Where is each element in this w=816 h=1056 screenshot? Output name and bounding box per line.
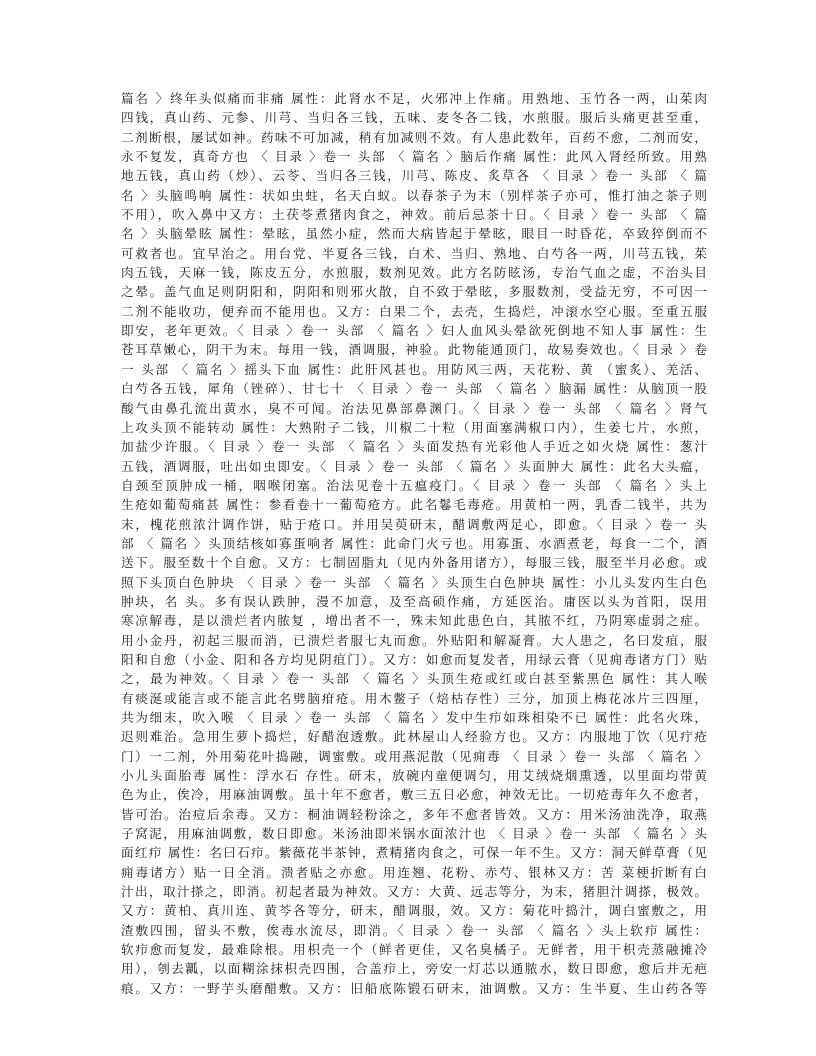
text-line: 之，最为神效。〈 目录 〉卷一 头部 〈 篇名 〉头顶生疮或红或白甚至紫黑色 属性：其人喉 (121, 671, 707, 687)
text-line: 之晕。盖气血足则阴阳和，阴阳和则邪火散，自不致于晕眩，多服数剂，受益无穷，不可因一 (121, 284, 707, 300)
body-text (121, 89, 707, 998)
text-line: 迟则难治。急用生萝卜捣烂，好醋泡透敷。此林屋山人经验方也。又方：内服地丁饮（见疔疮 (121, 729, 707, 745)
text-line: 照下头顶白色肿块 〈 目录 〉卷一 头部 〈 篇名 〉头顶生白色肿块 属性：小儿头发内生白色 (121, 574, 707, 590)
text-line: 一 头部 〈 篇名 〉摇头下血 属性：此肝风甚也。用防风三两，天花粉、黄 （蜜炙）、羌活、 (121, 361, 707, 377)
text-line: 门）一二剂，外用菊花叶捣融，调蜜敷。或用燕泥散（见痈毒 〈 目录 〉卷一 头部 〈 篇名 〉 (121, 748, 707, 764)
text-line: 自颈至顶肿成一桶，咽喉闭塞。治法见卷十五瘟疫门。〈 目录 〉卷一 头部 〈 篇名 〉头上 (121, 477, 707, 493)
text-line: 小儿头面胎毒 属性：浮水石 存性。研末，放碗内童便调匀，用艾绒烧烟熏透，以里面均带黄 (121, 768, 707, 784)
text-line: 名 〉头脑鸣响 属性：状如虫蛀，名天白蚁。以春茶子为末（别样茶子亦可，惟打油之茶子则 (121, 187, 707, 203)
text-line: 用），刳去瓤，以面糊涂抹枳壳四围，合盖疖上，旁安一灯芯以通脓水，数日即愈，愈后并无疤 (121, 961, 707, 977)
text-line: 不用），吹入鼻中又方：土茯苓煮猪肉食之，神效。前后忌茶十日。〈 目录 〉卷一 头部 〈 篇 (121, 207, 707, 223)
text-line: 汁出，取汁搽之，即消。初起者最为神效。又方：大黄、远志等分，为末，猪胆汁调搽，极效。 (121, 884, 707, 900)
text-line: 名 〉头脑晕眩 属性：晕眩，虽然小症，然而大病皆起于晕眩，眼目一时昏花，卒致猝倒而不 (121, 226, 707, 242)
text-line: 用小金丹，初起三服而消，已溃烂者服七丸而愈。外贴阳和解凝膏。大人患之，名曰发疽，服 (121, 632, 707, 648)
text-line: 即安，老年更效。〈 目录 〉卷一 头部 〈 篇名 〉妇人血风头晕欲死倒地不知人事 属性：生 (121, 323, 707, 339)
text-line: 子窝泥，用麻油调敷，数日即愈。米汤油即米锅水面浓汁也 〈 目录 〉卷一 头部 〈 篇名 〉头 (121, 826, 707, 842)
text-line: 共为细末，吹入喉 〈 目录 〉卷一 头部 〈 篇名 〉发中生疖如珠相染不已 属性：此名火珠， (121, 710, 707, 725)
text-line: 寒凉解毒，是以溃烂者内脓复 ，增出者不一，殊未知此患色白，其脓不红，乃阴寒虚弱之症。 (121, 613, 707, 629)
text-line: 色为止，俟冷，用麻油调敷。虽十年不愈者，敷三五日必愈，神效无比。一切疮毒年久不愈者， (121, 787, 707, 803)
text-line: 白芍各五钱，犀角（锉碎）、甘七十 〈 目录 〉卷一 头部 〈 篇名 〉脑漏 属性：从脑顶一股 (121, 381, 707, 397)
text-line: 有痰涎或能言或不能言此名劈脑疳疮。用木鳖子（焙枯存性）三分，加顶上梅花冰片三四厘， (121, 690, 707, 706)
text-line: 阳和自愈（小金、阳和各方均见阴疽门）。又方：如愈而复发者，用绿云膏（见痈毒诸方门）贴 (121, 651, 707, 667)
text-line: 肿块，名 头。多有误认跌肿，漫不加意，及至高硕作痛，方延医治。庸医以头为首阳，误用 (121, 593, 707, 609)
text-line: 永不复发，真奇方也 〈 目录 〉卷一 头部 〈 篇名 〉脑后作痛 属性：此风入肾经所致。用熟 (121, 149, 707, 165)
text-line: 五钱，酒调服，吐出如虫即安。〈 目录 〉卷一 头部 〈 篇名 〉头面肿大 属性：此名大头瘟， (121, 458, 707, 474)
text-line: 酸气由鼻孔流出黄水，臭不可闻。治法见鼻部鼻渊门。〈 目录 〉卷一 头部 〈 篇名 〉肾气 (121, 400, 707, 416)
text-line: 加盐少许服。〈 目录 〉卷一 头部 〈 篇名 〉头面发热有光彩他人手近之如火烧 属性：葱汁 (121, 439, 707, 455)
text-line: 渣敷四围，留头不敷，俟毒水流尽，即消。〈 目录 〉卷一 头部 〈 篇名 〉头上软疖 属性： (121, 922, 707, 938)
text-line: 苍耳草嫩心，阴干为末。每用一钱，酒调服，神验。此物能通顶门，故易奏效也。〈 目录 〉卷 (121, 342, 707, 358)
text-line: 可救者也。宜早治之。用台党、半夏各三钱，白术、当归、熟地、白芍各一两，川芎五钱，茱 (121, 245, 707, 261)
text-line: 二剂断根，屡试如神。药味不可加减，稍有加减则不效。有人患此数年，百药不愈，二剂而安， (121, 129, 707, 145)
text-line: 篇名 〉终年头似痛而非痛 属性：此肾水不足，火邪冲上作痛。用熟地、玉竹各一两，山茱肉 (121, 91, 707, 106)
text-line: 痕。又方：一野芋头磨醋敷。又方：旧船底陈锻石研末，油调敷。又方：生半夏、生山药各等 (121, 980, 707, 996)
text-line: 又方：黄柏、真川连、黄芩各等分，研末，醋调服，效。又方：菊花叶捣汁，调白蜜敷之，用 (121, 903, 707, 919)
text-line: 部 〈 篇名 〉头顶结核如寡蛋响者 属性：此命门火亏也。用寡蛋、水酒煮老，每食一二个，酒 (121, 535, 707, 551)
text-line: 肉五钱，天麻一钱，陈皮五分，水煎服，数剂见效。此方名防眩汤，专治气血之虚，不治头目 (121, 265, 707, 281)
text-line: 生疮如葡萄痛甚 属性：参看卷十一葡萄疮方。此名鬈毛毒疮。用黄柏一两，乳香二钱半，共为 (121, 497, 707, 513)
text-line: 痈毒诸方）贴一日全消。溃者贴之亦愈。用连翘、花粉、赤芍、银林又方：苦 菜梗折断有白 (121, 864, 707, 880)
text-line: 上攻头顶不能转动 属性：大熟附子二钱，川椒二十粒（用面塞满椒口内），生姜七片，水煎， (121, 419, 707, 435)
text-line: 二剂不能收功，便弃而不能用也。又方：白果二个，去壳，生捣烂，冲滚水空心服。至重五服 (121, 303, 707, 319)
text-line: 四钱，真山药、元参、川芎、当归各三钱，五味、麦冬各二钱，水煎服。服后头痛更甚至重， (121, 110, 707, 126)
text-line: 面红疖 属性：名曰石疖。紫薇花半茶钟，煮精猪肉食之，可保一年不生。又方：洞天鲜草膏（见 (121, 845, 707, 861)
text-line: 送下。服至数十个自愈。又方：七制固脂丸（见内外备用诸方），每服三钱，服至半月必愈。或 (121, 555, 707, 571)
text-line: 软疖愈而复发，最难除根。用枳壳一个（鲜者更佳，又名臭橘子。无鲜者，用干枳壳蒸融摊冷 (121, 942, 707, 958)
text-line: 皆可治。治痘后余毒。又方：桐油调轻粉涂之，多年不愈者皆效。又方：用米汤油洗净，取燕 (121, 806, 707, 822)
text-line: 末，槐花煎浓汁调作饼，贴于疮口。并用吴萸研末，醋调敷两足心，即愈。〈 目录 〉卷一 头 (121, 516, 707, 532)
text-line: 地五钱，真山药（炒）、云苓、当归各三钱，川芎、陈皮、炙草各 〈 目录 〉卷一 头部 〈 篇 (121, 168, 707, 184)
